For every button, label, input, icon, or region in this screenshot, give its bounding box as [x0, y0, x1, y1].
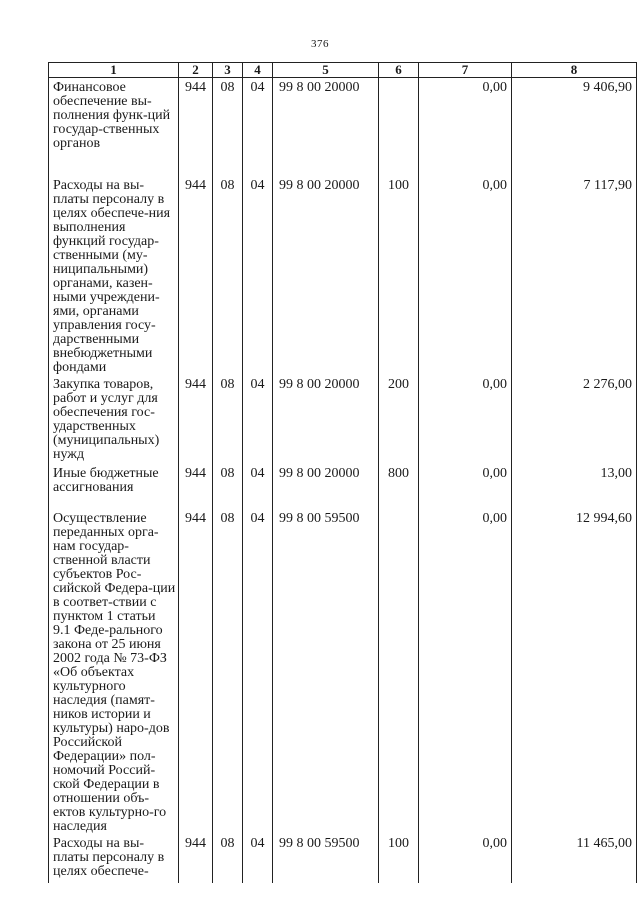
row-section: 08 [213, 509, 243, 834]
page-number: 376 [311, 38, 329, 50]
row-amount-8: 7 117,90 [512, 176, 637, 375]
row-expense-type: 100 [379, 176, 419, 375]
row-subsection: 04 [243, 78, 273, 177]
row-name: Финансовое обеспечение вы-полнения функ-ций государ-ственных органов [49, 78, 179, 177]
row-amount-8: 13,00 [512, 464, 637, 509]
row-name: Закупка товаров, работ и услуг для обеспечения гос-ударственных (муниципальных) нужд [49, 375, 179, 464]
row-ministry-code: 944 [179, 78, 213, 177]
row-target-article: 99 8 00 20000 [273, 176, 379, 375]
header-col-2: 2 [179, 63, 213, 78]
header-col-6: 6 [379, 63, 419, 78]
table-row [49, 375, 637, 464]
row-amount-7: 0,00 [419, 176, 512, 375]
row-amount-7: 0,00 [419, 464, 512, 509]
row-amount-8: 12 994,60 [512, 509, 637, 834]
row-ministry-code: 944 [179, 375, 213, 464]
header-col-7: 7 [419, 63, 512, 78]
row-amount-7: 0,00 [419, 834, 512, 883]
row-amount-7: 0,00 [419, 375, 512, 464]
row-ministry-code: 944 [179, 176, 213, 375]
row-amount-8: 11 465,00 [512, 834, 637, 883]
table-row [49, 834, 637, 883]
row-section: 08 [213, 464, 243, 509]
row-section: 08 [213, 78, 243, 177]
header-col-4: 4 [243, 63, 273, 78]
row-ministry-code: 944 [179, 834, 213, 883]
row-target-article: 99 8 00 20000 [273, 464, 379, 509]
header-col-1: 1 [49, 63, 179, 78]
row-name: Расходы на вы-платы персоналу в целях обеспече- [49, 834, 179, 883]
row-amount-8: 9 406,90 [512, 78, 637, 177]
row-section: 08 [213, 834, 243, 883]
row-amount-7: 0,00 [419, 509, 512, 834]
header-col-3: 3 [213, 63, 243, 78]
budget-table [48, 62, 637, 883]
row-expense-type: 200 [379, 375, 419, 464]
row-subsection: 04 [243, 464, 273, 509]
row-amount-8: 2 276,00 [512, 375, 637, 464]
row-subsection: 04 [243, 176, 273, 375]
row-expense-type: 100 [379, 834, 419, 883]
row-target-article: 99 8 00 20000 [273, 375, 379, 464]
table-body [49, 78, 637, 884]
row-subsection: 04 [243, 509, 273, 834]
row-target-article: 99 8 00 59500 [273, 834, 379, 883]
row-subsection: 04 [243, 375, 273, 464]
row-name: Иные бюджетные ассигнования [49, 464, 179, 509]
row-subsection: 04 [243, 834, 273, 883]
row-expense-type [379, 509, 419, 834]
row-section: 08 [213, 176, 243, 375]
table-header [49, 63, 637, 78]
row-target-article: 99 8 00 20000 [273, 78, 379, 177]
row-target-article: 99 8 00 59500 [273, 509, 379, 834]
header-row [49, 63, 637, 78]
row-amount-7: 0,00 [419, 78, 512, 177]
row-expense-type: 800 [379, 464, 419, 509]
table-row [49, 509, 637, 834]
row-section: 08 [213, 375, 243, 464]
row-ministry-code: 944 [179, 509, 213, 834]
header-col-8: 8 [512, 63, 637, 78]
table-row [49, 176, 637, 375]
row-ministry-code: 944 [179, 464, 213, 509]
table-row [49, 464, 637, 509]
row-expense-type [379, 78, 419, 177]
row-name: Осуществление переданных орга-нам государ-ственной власти субъектов Рос-сийской Федера-ции в соответ-ствии с пунктом 1 статьи 9.1 Феде-рального закона от 25 июня 2002 года № 73-ФЗ «Об объектах культурного наследия (памят-ников истории и культуры) наро-дов Российской Федерации» пол-номочий Россий-ской Федерации в отношении объ-ектов культурно-го наследия [49, 509, 179, 834]
row-name: Расходы на вы-платы персоналу в целях обеспече-ния выполнения функций государ-ственными (му-ниципальными) органами, казен-ными учреждени-ями, органами управления госу-дарственными внебюджетными фондами [49, 176, 179, 375]
header-col-5: 5 [273, 63, 379, 78]
table-row [49, 78, 637, 177]
